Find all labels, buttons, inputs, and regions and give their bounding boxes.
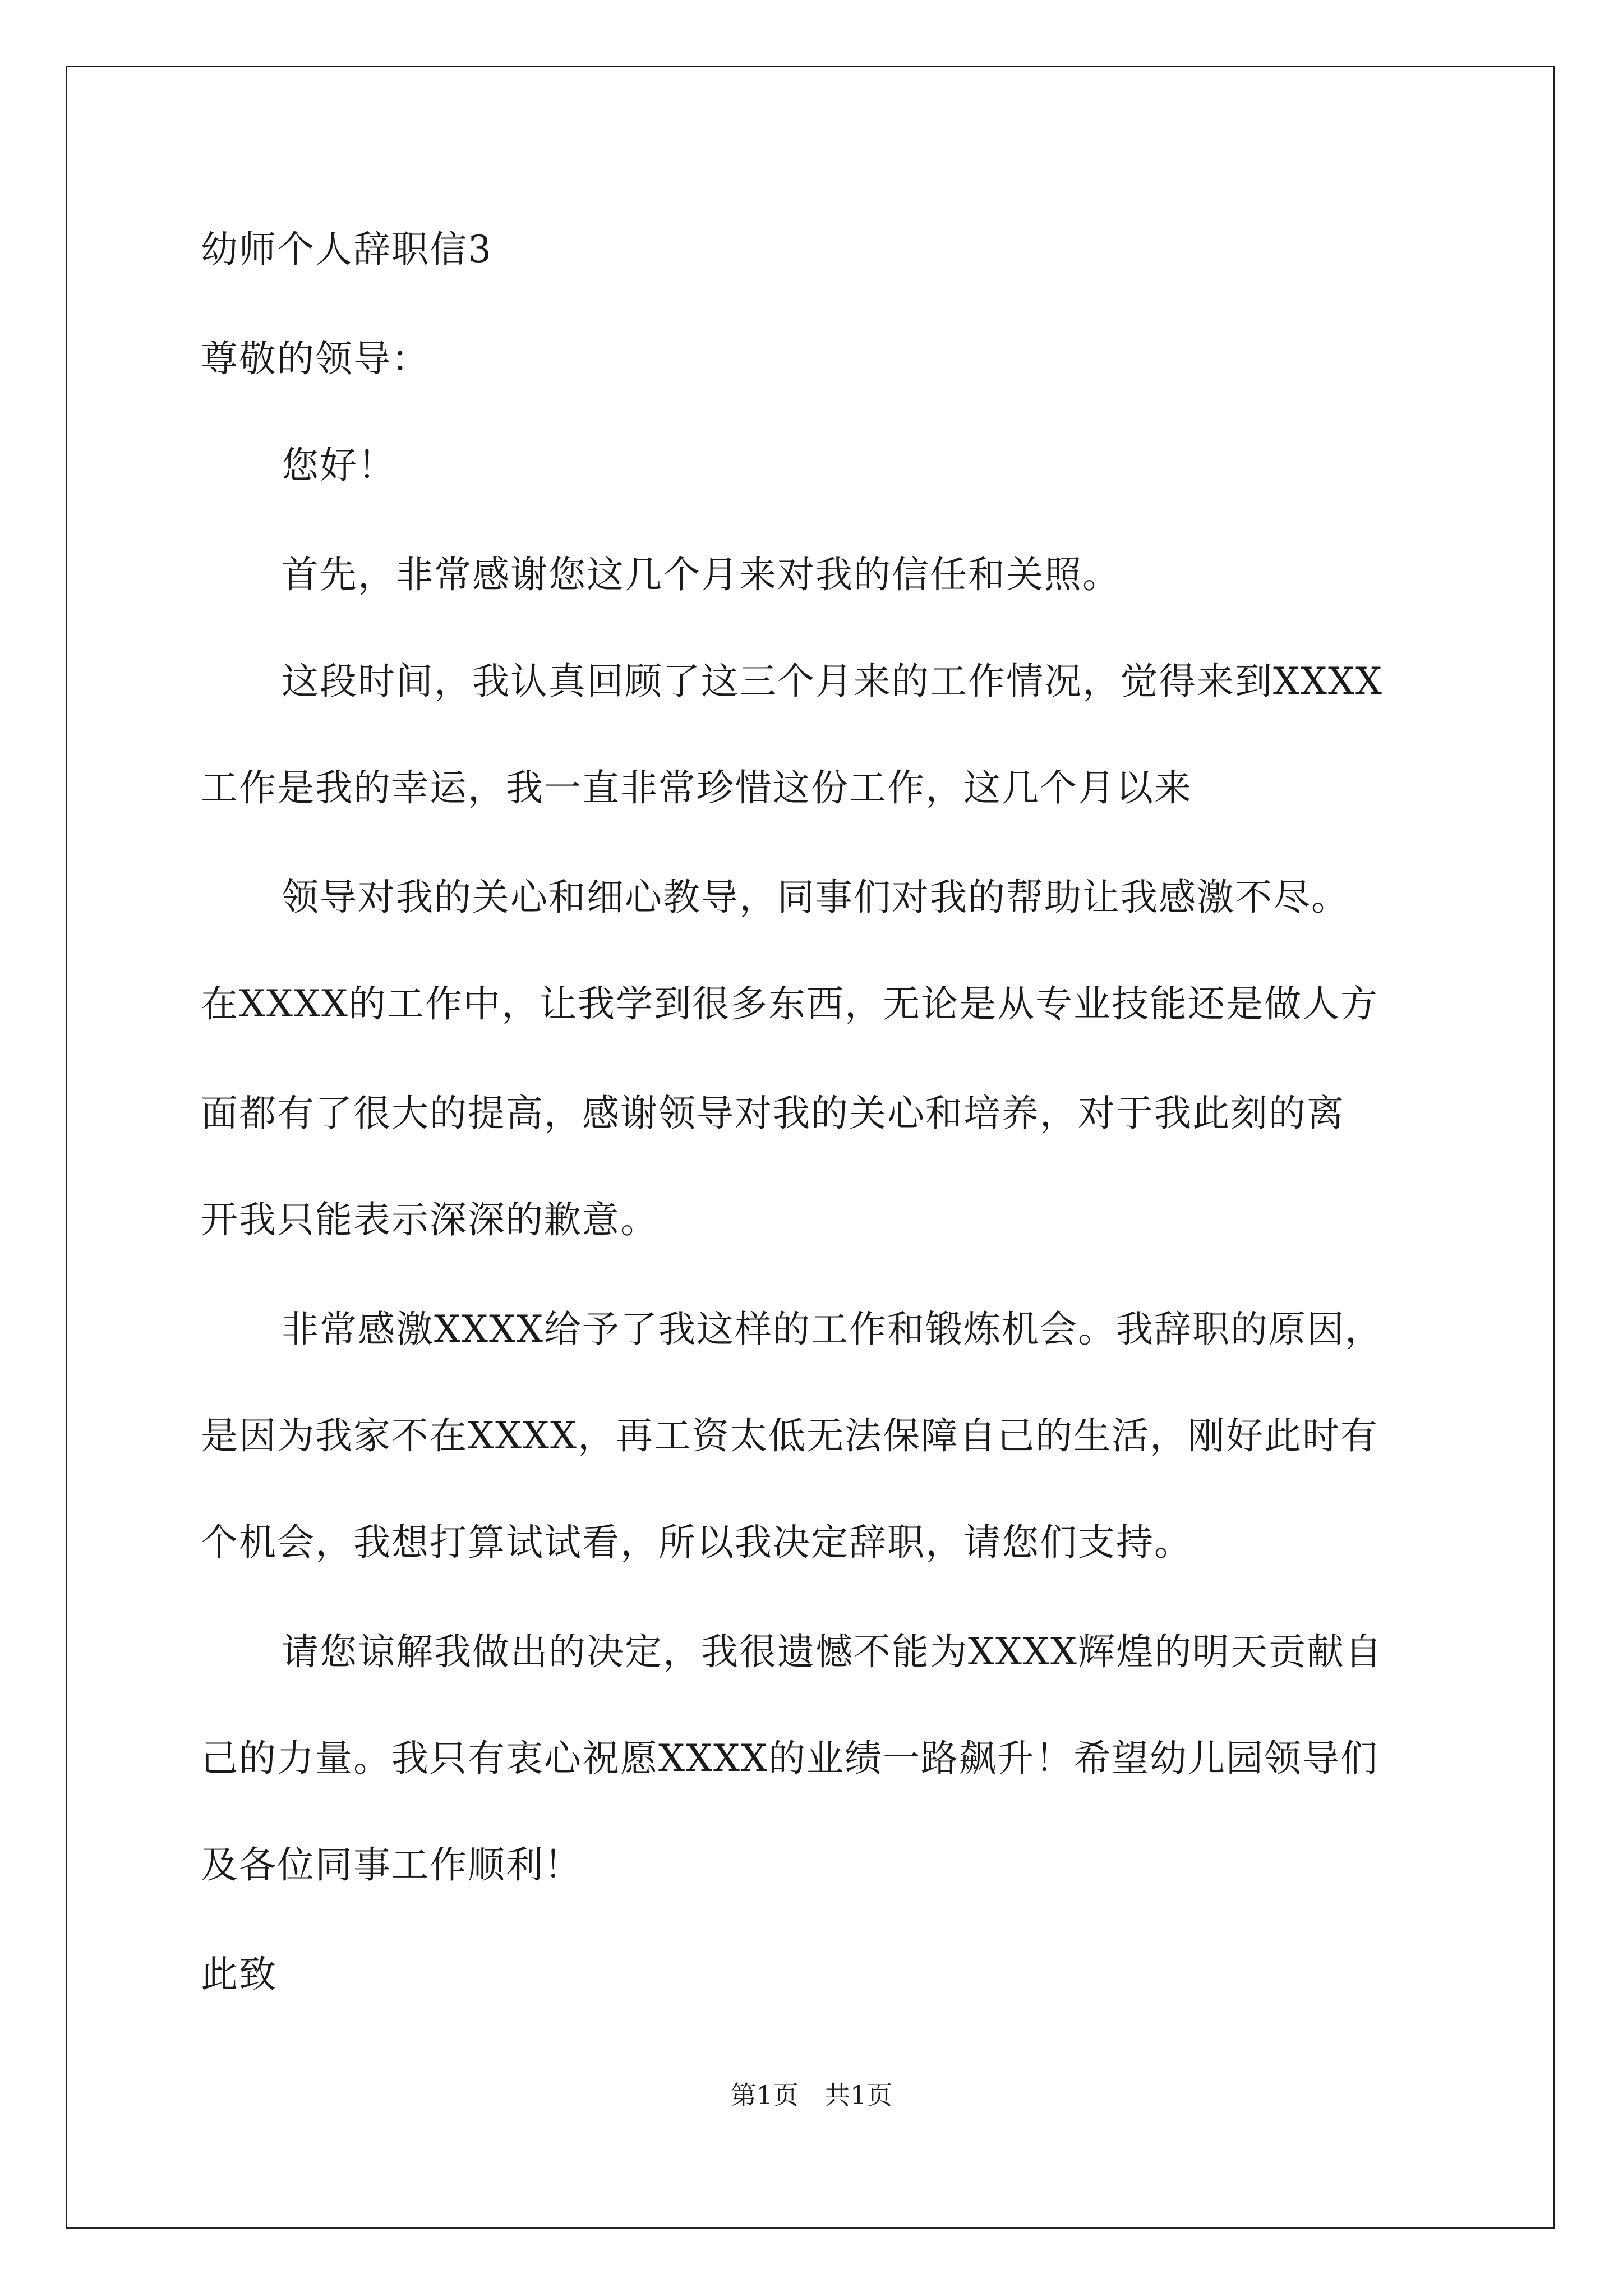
body-line: 领导对我的关心和细心教导，同事们对我的帮助让我感激不尽。 [282,876,1349,919]
page-frame [66,66,1555,2229]
body-line: 开我只能表示深深的歉意。 [201,1198,658,1241]
body-line: 首先，非常感谢您这几个月来对我的信任和关照。 [282,553,1121,596]
body-line: 个机会，我想打算试试看，所以我决定辞职，请您们支持。 [201,1521,1192,1564]
page-footer: 第1页 共1页 [730,2080,893,2110]
greeting: 您好！ [282,444,396,487]
body-line: 这段时间，我认真回顾了这三个月来的工作情况，觉得来到XXXX [282,660,1383,703]
body-line: 己的力量。我只有衷心祝愿XXXX的业绩一路飙升！希望幼儿园领导们 [201,1737,1378,1780]
salutation: 尊敬的领导： [201,337,430,380]
body-line: 及各位同事工作顺利！ [201,1843,582,1887]
body-line: 是因为我家不在XXXX，再工资太低无法保障自己的生活，刚好此时有 [201,1414,1378,1457]
body-line: 请您谅解我做出的决定，我很遗憾不能为XXXX辉煌的明天贡献自 [282,1630,1383,1673]
closing: 此致 [201,1953,277,1996]
body-line: 在XXXX的工作中，让我学到很多东西，无论是从专业技能还是做人方 [201,982,1378,1025]
body-line: 工作是我的幸运，我一直非常珍惜这份工作，这几个月以来 [201,766,1192,809]
document-title: 幼师个人辞职信3 [201,228,492,271]
body-line: 非常感激XXXX给予了我这样的工作和锻炼机会。我辞职的原因， [282,1308,1383,1351]
body-line: 面都有了很大的提高，感谢领导对我的关心和培养，对于我此刻的离 [201,1092,1345,1135]
